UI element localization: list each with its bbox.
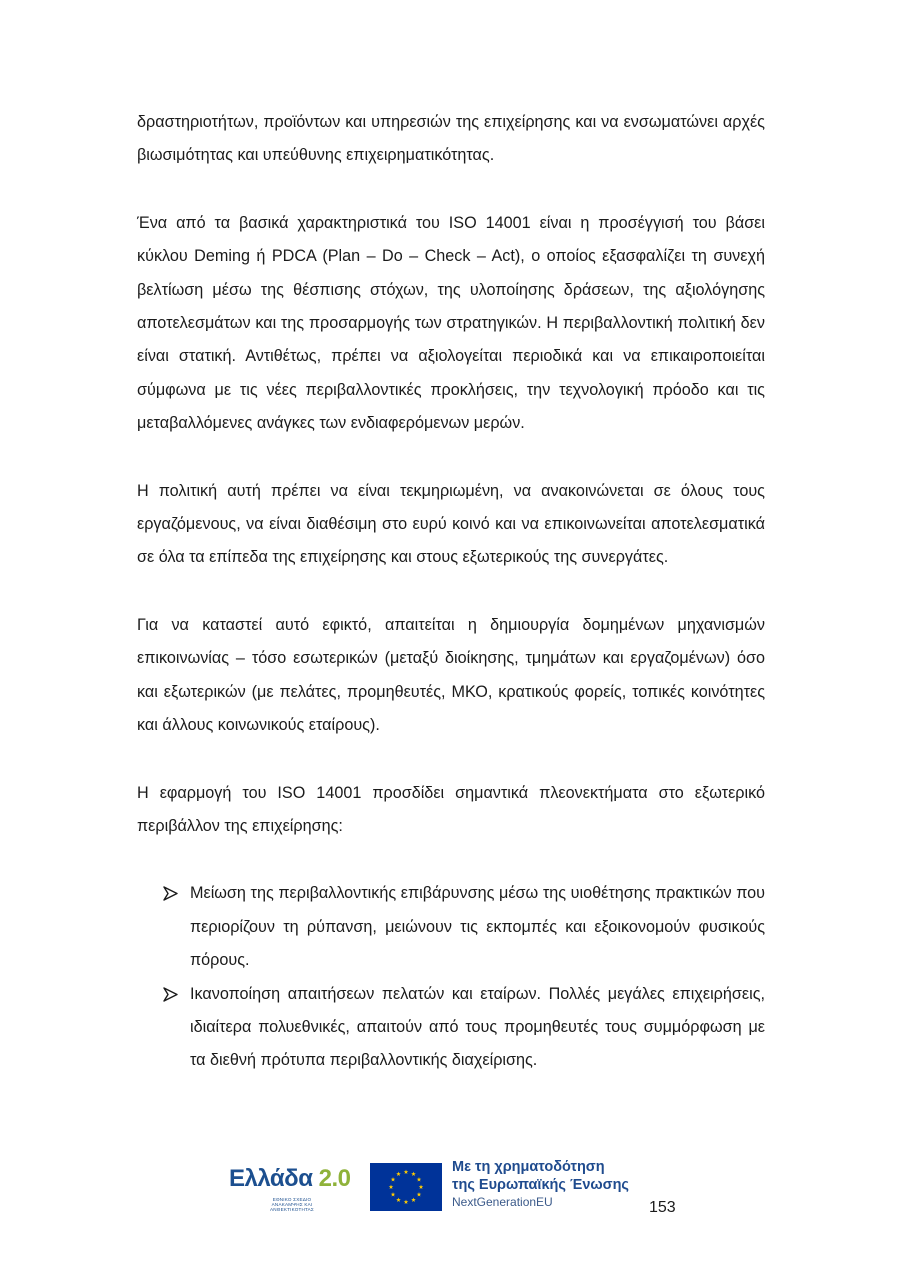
greece-2-0-logo (229, 1165, 351, 1211)
list-item (137, 877, 765, 977)
eu-funding-line-2: της Ευρωπαϊκής Ένωσης (452, 1177, 629, 1193)
eu-funding-line-3: NextGenerationEU (452, 1195, 553, 1209)
paragraph: Ένα από τα βασικά χαρακτηριστικά του ISO 14001 είναι η προσέγγισή του βάσει κύκλου Deming ή PDCA (Plan – Do – Check – Act), ο οποίος εξασφαλίζει τη συνεχή βελτίωση μέσω της θέσπισης στόχων, της υλοποίησης δράσεων, της αξιολόγησης αποτελεσμάτων και της προσαρμογής των στρατηγικών. Η περιβαλλοντική πολιτική δεν είναι στατική. Αντιθέτως, πρέπει να αξιολογείται περιοδικά και να επικαιροποιείται σύμφωνα με τις νέες περιβαλλοντικές προκλήσεις, την τεχνολογική πρόοδο και τις μεταβαλλόμενες ανάγκες των ενδιαφερόμενων μερών. (137, 213, 765, 433)
paragraph: δραστηριοτήτων, προϊόντων και υπηρεσιών της επιχείρησης και να ενσωματώνει αρχές βιωσιμότητας και υπεύθυνης επιχειρηματικότητας. (137, 113, 765, 165)
list-item-text: Μείωση της περιβαλλοντικής επιβάρυνσης μέσω της υιοθέτησης πρακτικών που περιορίζουν τη ρύπανση, μειώνουν τις εκπομπές και εξοικονομούν φυσικούς πόρους. (190, 884, 765, 970)
page-body (137, 106, 765, 1078)
paragraph: Η πολιτική αυτή πρέπει να είναι τεκμηριωμένη, να ανακοινώνεται σε όλους τους εργαζόμενους, να είναι διαθέσιμη στο ευρύ κοινό και να επικοινωνείται αποτελεσματικά σε όλα τα επίπεδα της επιχείρησης και στους εξωτερικούς της συνεργάτες. (137, 481, 765, 567)
arrow-bullet-icon (163, 987, 178, 1002)
eu-funding-line-1: Με τη χρηματοδότηση (452, 1159, 605, 1175)
bullet-list (137, 877, 765, 1077)
paragraph: Η εφαρμογή του ISO 14001 προσδίδει σημαντικά πλεονεκτήματα στο εξωτερικό περιβάλλον της επιχείρησης: (137, 783, 765, 835)
list-item (137, 978, 765, 1078)
greece-logo-wordmark: Ελλάδα 2.0 (229, 1165, 351, 1192)
page-footer (0, 1150, 900, 1240)
eu-funding-text (452, 1158, 652, 1210)
eu-flag-icon (370, 1163, 442, 1211)
arrow-bullet-icon (163, 886, 178, 901)
greece-logo-tagline: ΕΘΝΙΚΟ ΣΧΕΔΙΟ ΑΝΑΚΑΜΨΗΣ ΚΑΙ ΑΝΘΕΚΤΙΚΟΤΗΤΑΣ (270, 1197, 314, 1212)
list-item-text: Ικανοποίηση απαιτήσεων πελατών και εταίρων. Πολλές μεγάλες επιχειρήσεις, ιδιαίτερα πολυεθνικές, απαιτούν από τους προμηθευτές τους συμμόρφωση με τα διεθνή πρότυπα περιβαλλοντικής διαχείρισης. (190, 984, 765, 1070)
page-number: 153 (649, 1199, 676, 1216)
paragraph: Για να καταστεί αυτό εφικτό, απαιτείται η δημιουργία δομημένων μηχανισμών επικοινωνίας – τόσο εσωτερικών (μεταξύ διοίκησης, τμημάτων και εργαζομένων) όσο και εξωτερικών (με πελάτες, προμηθευτές, ΜΚΟ, κρατικούς φορείς, τοπικές κοινότητες και άλλους κοινωνικούς εταίρους). (137, 615, 765, 735)
